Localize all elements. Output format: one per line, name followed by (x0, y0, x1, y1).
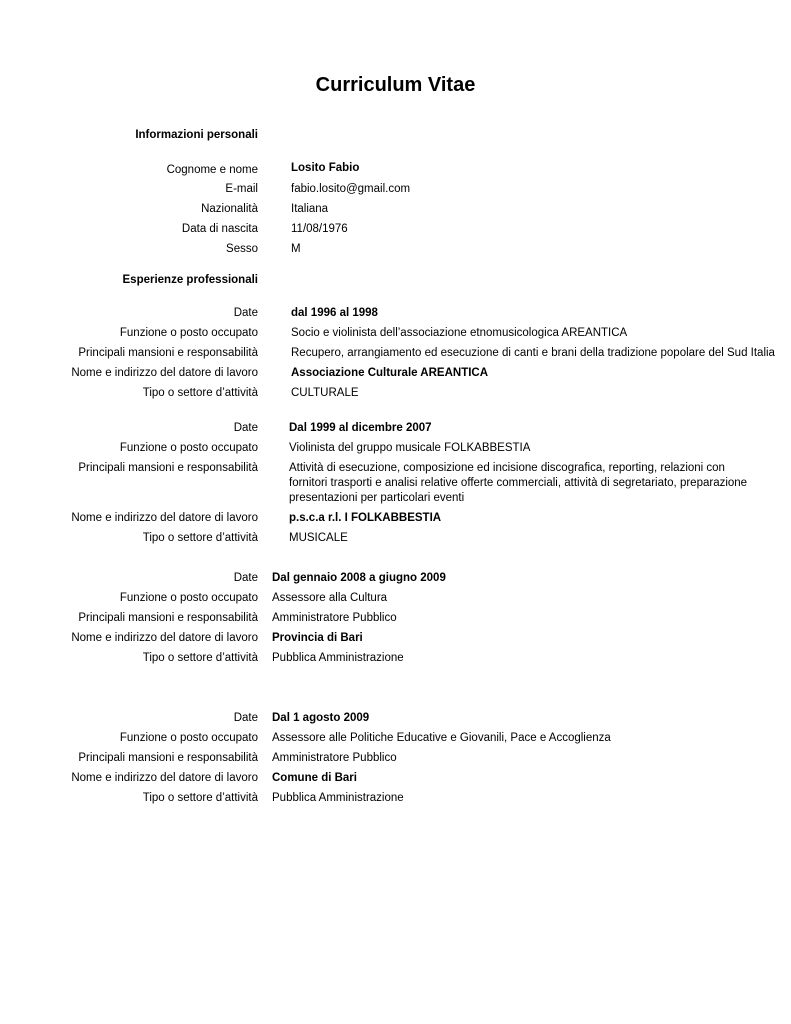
experience-date: Dal 1999 al dicembre 2007 (289, 422, 432, 434)
experience-date: dal 1996 al 1998 (291, 307, 378, 319)
experience-duties: Attività di esecuzione, composizione ed incisione discografica, reporting, relazioni con fornitori trasporti e analisi relative offerte commerciali, attività di segretariato, preparazione presentazioni per particolari eventi (289, 462, 748, 504)
section-heading-personal: Informazioni personali (135, 129, 258, 141)
date-label: Date (233, 422, 258, 434)
field-label: Data di nascita (181, 223, 258, 235)
experience-employer: Associazione Culturale AREANTICA (291, 367, 489, 379)
role-label: Funzione o posto occupato (119, 442, 258, 454)
employer-label: Nome e indirizzo del datore di lavoro (71, 512, 258, 524)
field-value-birthdate: 11/08/1976 (291, 223, 348, 235)
date-label: Date (233, 307, 258, 319)
experience-date: Dal gennaio 2008 a giugno 2009 (272, 572, 446, 584)
experience-sector: MUSICALE (289, 532, 348, 544)
experience-role: Violinista del gruppo musicale FOLKABBESTIA (289, 442, 531, 454)
role-label: Funzione o posto occupato (119, 592, 258, 604)
document-title: Curriculum Vitae (315, 74, 476, 96)
role-label: Funzione o posto occupato (119, 732, 258, 744)
role-label: Funzione o posto occupato (119, 327, 258, 339)
sector-label: Tipo o settore d’attività (142, 652, 258, 664)
experience-sector: CULTURALE (291, 387, 359, 399)
field-value-name: Losito Fabio (291, 162, 360, 174)
experience-employer: p.s.c.a r.l. I FOLKABBESTIA (289, 512, 442, 524)
section-heading-experience: Esperienze professionali (122, 274, 258, 286)
field-value-sex: M (291, 243, 301, 255)
employer-label: Nome e indirizzo del datore di lavoro (71, 772, 258, 784)
duties-label: Principali mansioni e responsabilità (78, 462, 258, 474)
field-value-email: fabio.losito@gmail.com (291, 183, 411, 195)
field-label: Cognome e nome (166, 164, 258, 176)
employer-label: Nome e indirizzo del datore di lavoro (71, 367, 258, 379)
sector-label: Tipo o settore d’attività (142, 792, 258, 804)
experience-duties: Recupero, arrangiamento ed esecuzione di canti e brani della tradizione popolare del Sud Italia (291, 347, 775, 359)
employer-label: Nome e indirizzo del datore di lavoro (71, 632, 258, 644)
duties-label: Principali mansioni e responsabilità (78, 347, 258, 359)
experience-employer: Provincia di Bari (272, 632, 363, 644)
experience-role: Assessore alla Cultura (272, 592, 388, 604)
sector-label: Tipo o settore d’attività (142, 387, 258, 399)
sector-label: Tipo o settore d’attività (142, 532, 258, 544)
field-label: Sesso (226, 243, 258, 255)
experience-date: Dal 1 agosto 2009 (272, 712, 370, 724)
date-label: Date (233, 712, 258, 724)
duties-label: Principali mansioni e responsabilità (78, 612, 258, 624)
experience-duties: Amministratore Pubblico (272, 752, 397, 764)
duties-label: Principali mansioni e responsabilità (78, 752, 258, 764)
experience-role: Socio e violinista dell’associazione etnomusicologica AREANTICA (291, 327, 628, 339)
field-value-nationality: Italiana (291, 203, 329, 215)
experience-sector: Pubblica Amministrazione (272, 792, 404, 804)
date-label: Date (233, 572, 258, 584)
experience-sector: Pubblica Amministrazione (272, 652, 404, 664)
field-label: E-mail (225, 183, 258, 195)
experience-role: Assessore alle Politiche Educative e Giovanili, Pace e Accoglienza (272, 732, 611, 744)
field-label: Nazionalità (201, 203, 258, 215)
experience-duties: Amministratore Pubblico (272, 612, 397, 624)
experience-employer: Comune di Bari (272, 772, 357, 784)
